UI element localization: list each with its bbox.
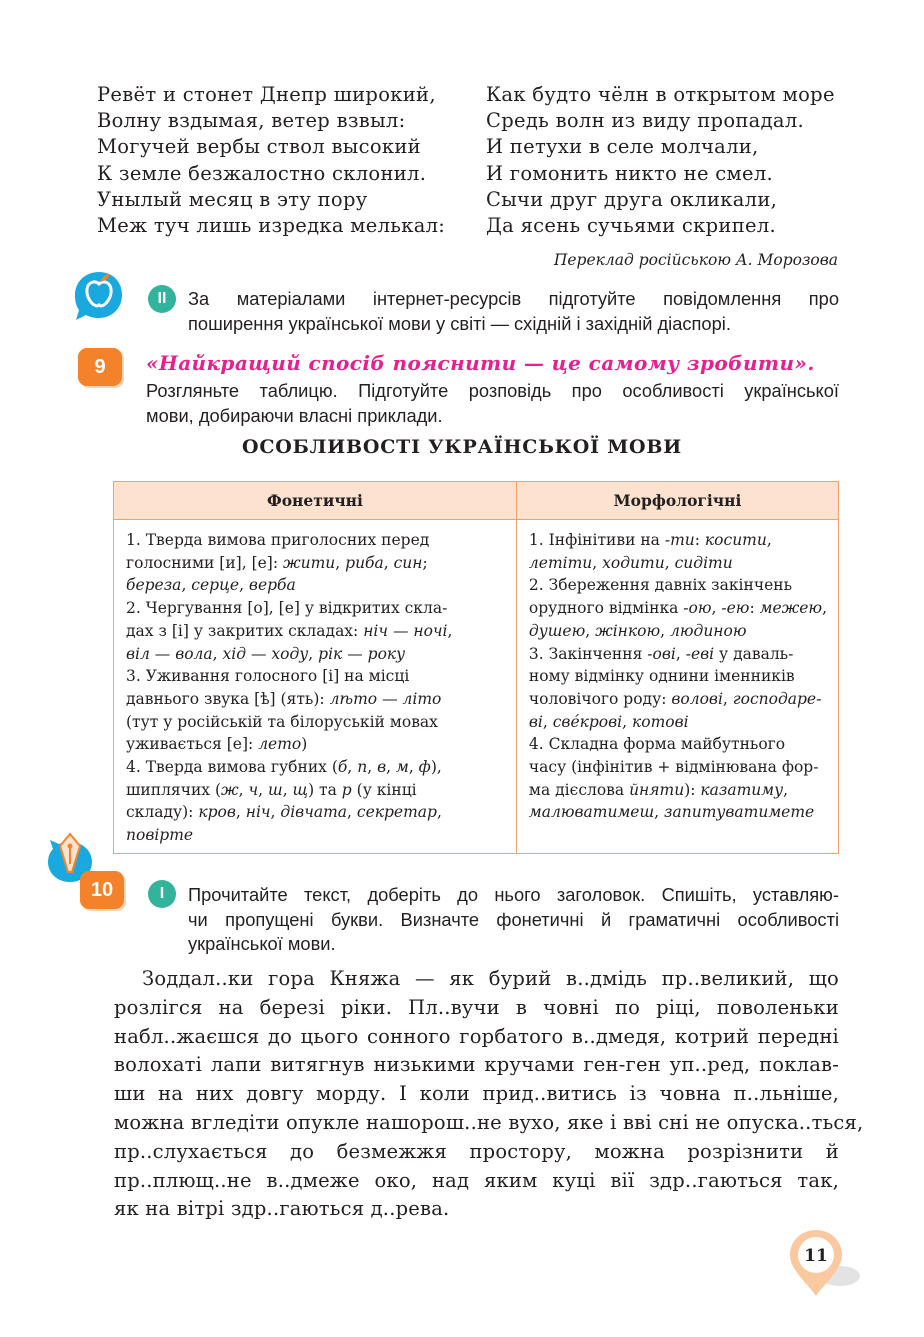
passage-line: набл..жаєшся до цього сонного горбатого в..дмедя, котрий передні xyxy=(114,1024,839,1048)
passage-line: Зоддал..ки гора Княжа — як бурий в..дмідь пр..великий, що xyxy=(142,967,839,990)
poem-line: Да ясень сучьями скрипел. xyxy=(486,214,777,238)
cell-text: 1. Інфінітиви на xyxy=(528,531,665,549)
exercise-10-text xyxy=(188,883,839,957)
example-word: -еві xyxy=(685,644,715,663)
cell-text: ) та xyxy=(308,780,342,799)
example-word: волові xyxy=(671,689,723,708)
example-word: ф xyxy=(418,758,431,777)
table-cell-line xyxy=(529,620,827,643)
cell-text: , xyxy=(766,531,772,549)
example-word: верба xyxy=(248,576,296,595)
cell-text: , xyxy=(258,780,268,799)
cell-text: , xyxy=(542,712,553,731)
table-cell-line xyxy=(529,756,827,779)
cell-text: ма дієслова xyxy=(528,780,630,799)
example-word: хід — ходу xyxy=(222,644,309,663)
cell-text: уживається [е]: xyxy=(126,735,259,754)
difficulty-badge-ii: II xyxy=(148,285,176,313)
example-word: син xyxy=(393,553,423,572)
cell-text: , xyxy=(335,553,346,572)
cell-text: , xyxy=(347,803,357,822)
poem-line: Ревёт и стонет Днепр широкий, xyxy=(97,83,436,106)
example-word: серце xyxy=(191,576,240,595)
passage-line: пр..слухається до безмежжя простору, можна розрізнити й xyxy=(114,1139,839,1163)
example-word: в xyxy=(377,758,387,777)
table-cell-line xyxy=(529,529,827,552)
task-line: Розгляньте таблицю. Підготуйте розповідь про особливості української xyxy=(146,380,839,401)
cell-text: 3. Закінчення xyxy=(528,644,648,663)
cell-text: , xyxy=(181,576,192,595)
cell-text: голосними [и], [е]: xyxy=(126,553,283,572)
example-word: кров xyxy=(198,803,236,822)
features-table xyxy=(113,481,839,854)
example-word: душею xyxy=(528,621,586,640)
table-cell-line xyxy=(529,552,827,575)
cell-text: , xyxy=(239,576,249,595)
table-cell-line xyxy=(126,711,505,734)
example-word: риба xyxy=(345,553,384,572)
table-cell-line xyxy=(126,665,505,688)
exercise-10-passage xyxy=(114,965,864,1224)
phonetic-features-cell xyxy=(114,520,517,854)
example-word: котові xyxy=(631,712,689,731)
table-header-phonetic: Фонетичні xyxy=(114,482,517,520)
example-word: косити xyxy=(704,531,767,549)
example-word: людиною xyxy=(669,621,747,640)
cell-text: , xyxy=(386,758,396,777)
cell-text: у даваль- xyxy=(714,644,794,663)
table-cell-line xyxy=(126,620,505,643)
cell-text: , xyxy=(660,621,670,640)
example-word: м xyxy=(395,758,409,777)
example-word: береза xyxy=(126,576,182,595)
cell-text: 2. Збереження давніх закінчень xyxy=(528,576,793,595)
cell-text: , xyxy=(711,599,722,618)
cell-text: : xyxy=(694,531,705,549)
cell-text: ): xyxy=(684,780,701,799)
example-word: секретар xyxy=(356,803,437,822)
example-word: п xyxy=(357,758,368,777)
apple-bubble-icon xyxy=(72,264,126,324)
table-cell-line xyxy=(126,529,505,552)
example-word: ніч xyxy=(245,803,271,822)
cell-text: , xyxy=(212,644,223,663)
table-cell-line xyxy=(529,779,827,802)
table-cell-line xyxy=(126,574,505,597)
cell-text: , xyxy=(664,553,675,572)
example-word: ві xyxy=(528,712,543,731)
example-word: жити xyxy=(282,553,336,572)
poem-line: И гомонить никто не смел. xyxy=(486,161,774,185)
table-header-morphological: Морфологічні xyxy=(516,482,838,520)
translation-credit: Переклад російською А. Морозова xyxy=(553,251,838,269)
cell-text: , xyxy=(722,689,733,708)
poem-line: Могучей вербы ствол высокий xyxy=(97,135,421,159)
example-word: ж xyxy=(221,780,239,799)
cell-text: 1. Тверда вимова приголосних перед xyxy=(126,531,430,549)
cell-text: , xyxy=(408,758,419,777)
table-cell-line xyxy=(126,801,505,824)
poem-line: И петухи в селе молчали, xyxy=(486,135,759,159)
poem-line: Средь волн из виду пропадал. xyxy=(486,109,805,133)
cell-text: , xyxy=(622,712,632,731)
morphological-features-cell xyxy=(516,520,838,854)
cell-text: , xyxy=(447,621,453,640)
page-number: 11 xyxy=(804,1246,828,1266)
example-word: межею xyxy=(759,599,823,618)
example-word: йняти xyxy=(629,780,685,799)
cell-text: , xyxy=(270,803,281,822)
example-word: повірте xyxy=(126,826,194,845)
exercise-number-9: 9 xyxy=(78,348,122,386)
cell-text: : xyxy=(749,599,760,618)
task-line: чи пропущені букви. Визначте фонетичні й граматичні особливості xyxy=(188,908,839,930)
passage-line: розлігся на березі ріки. Пл..вучи в човні по ріці, поволеньки xyxy=(114,995,839,1019)
cell-text: , xyxy=(592,553,603,572)
cell-text: (у кінці xyxy=(351,780,417,799)
example-word: віл — вола xyxy=(126,644,213,663)
example-word: -ею xyxy=(721,599,750,618)
cell-text: , xyxy=(383,553,394,572)
poem-right-column xyxy=(486,82,835,239)
example-word: рік — року xyxy=(318,644,406,663)
exercise-9-text xyxy=(146,379,839,428)
table-cell-line xyxy=(529,665,827,688)
poem-line: Волну вздымая, ветер взвыл: xyxy=(97,109,406,133)
difficulty-badge-i: I xyxy=(148,880,176,908)
exercise-number-10: 10 xyxy=(80,871,124,909)
cell-text: ), xyxy=(430,758,442,777)
example-word: -ти xyxy=(664,531,695,549)
task-line: української мови. xyxy=(188,933,336,954)
cell-text: , xyxy=(282,780,293,799)
poem-left-column xyxy=(97,82,445,239)
task-ii-text xyxy=(188,287,839,336)
poem-line: Как будто чёлн в открытом море xyxy=(486,83,835,106)
passage-line: пр..плющ..не в..дмеже око, над яким куці вії здр..гаються так, xyxy=(114,1168,839,1192)
example-word: -ові xyxy=(647,644,676,663)
example-word: лето xyxy=(258,735,302,754)
cell-text: , xyxy=(367,758,378,777)
passage-line: як на вітрі здр..гаються д..рева. xyxy=(114,1197,450,1221)
example-word: ніч — ночі xyxy=(363,621,448,640)
table-cell-line xyxy=(529,733,827,756)
example-word: сидіти xyxy=(674,553,733,572)
table-cell-line xyxy=(126,756,505,779)
cell-text: , xyxy=(436,803,442,822)
passage-line: волохаті лапи витягнув низькими кручами ген-ген уп..ред, поклав- xyxy=(114,1053,839,1077)
cell-text: 3. Уживання голосного [і] на місці xyxy=(126,667,410,686)
cell-text: складу): xyxy=(126,803,199,822)
table-cell-line xyxy=(529,643,827,666)
example-word: -ою xyxy=(683,599,712,618)
example-word: ч xyxy=(248,780,259,799)
cell-text: , xyxy=(308,644,319,663)
cell-text: , xyxy=(347,758,358,777)
table-cell-line xyxy=(126,552,505,575)
example-word: господаре- xyxy=(732,689,822,708)
passage-line: можна вгледіти опукле нашорош..не вухо, яке і вві сні не опуска..ться, xyxy=(114,1110,864,1134)
cell-text: 4. Тверда вимова губних ( xyxy=(126,758,338,777)
task-line: поширення української мови у світі — східній і західній діаспорі. xyxy=(188,312,731,334)
cell-text: , xyxy=(783,780,789,799)
cell-text: чоловічого роду: xyxy=(528,689,672,708)
example-word: жінкою xyxy=(595,621,661,640)
example-word: лѣто — літо xyxy=(329,689,442,708)
cell-text: , xyxy=(822,599,827,618)
poem-line: Унылый месяц в эту пору xyxy=(97,187,368,211)
cell-text: давнього звука [ѣ] (ять): xyxy=(126,689,330,708)
cell-text: ) xyxy=(301,735,308,754)
cell-text: , xyxy=(675,644,686,663)
example-word: малюватимеш xyxy=(528,803,655,822)
cell-text: , xyxy=(654,803,665,822)
example-word: запитуватимете xyxy=(664,803,815,822)
task-line: мови, добираючи власні приклади. xyxy=(146,404,443,426)
table-cell-line xyxy=(126,643,505,666)
cell-text: 2. Чергування [о], [е] у відкритих скла- xyxy=(126,599,448,618)
cell-text: , xyxy=(238,780,249,799)
table-cell-line xyxy=(529,688,827,711)
cell-text: часу (інфінітив + відмінювана фор- xyxy=(528,758,819,777)
example-word: ш xyxy=(268,780,283,799)
poem-line: К земле безжалостно склонил. xyxy=(97,161,427,185)
poem-line: Сычи друг друга окликали, xyxy=(486,187,778,211)
example-word: дівчата xyxy=(280,803,348,822)
cell-text: шиплячих ( xyxy=(126,780,221,799)
example-word: летіти xyxy=(528,553,593,572)
poem-line: Меж туч лишь изредка мелькал: xyxy=(97,214,446,238)
table-cell-line xyxy=(126,688,505,711)
cell-text: , xyxy=(585,621,596,640)
table-cell-line xyxy=(126,824,505,847)
exercise-9-quote: «Найкращий спосіб пояснити — це самому зробити». xyxy=(146,351,815,375)
task-line: За матеріалами інтернет-ресурсів підготуйте повідомлення про xyxy=(188,288,839,309)
example-word: щ xyxy=(292,780,309,799)
cell-text: 4. Складна форма майбутнього xyxy=(528,735,786,754)
example-word: казатиму xyxy=(700,780,784,799)
cell-text: , xyxy=(235,803,246,822)
cell-text: орудного відмінка xyxy=(528,599,684,618)
cell-text: ; xyxy=(422,553,428,572)
table-title: ОСОБЛИВОСТІ УКРАЇНСЬКОЇ МОВИ xyxy=(241,436,683,458)
example-word: р xyxy=(341,780,352,799)
table-cell-line xyxy=(529,711,827,734)
table-cell-line xyxy=(529,574,827,597)
table-cell-line xyxy=(529,597,827,620)
example-word: свéкрові xyxy=(552,712,623,731)
task-line: Прочитайте текст, доберіть до нього заголовок. Спишіть, уставляю- xyxy=(188,884,839,905)
cell-text: дах з [і] у закритих складах: xyxy=(126,621,364,640)
table-cell-line xyxy=(126,779,505,802)
table-cell-line xyxy=(126,733,505,756)
table-cell-line xyxy=(529,801,827,824)
passage-line: ши на них довгу морду. І коли прид..витись із човна п..льніше, xyxy=(114,1082,839,1106)
table-cell-line xyxy=(126,597,505,620)
example-word: б xyxy=(337,758,348,777)
cell-text: ному відмінку однини іменників xyxy=(528,667,795,686)
example-word: ходити xyxy=(602,553,665,572)
cell-text: (тут у російській та білоруській мовах xyxy=(126,712,438,731)
